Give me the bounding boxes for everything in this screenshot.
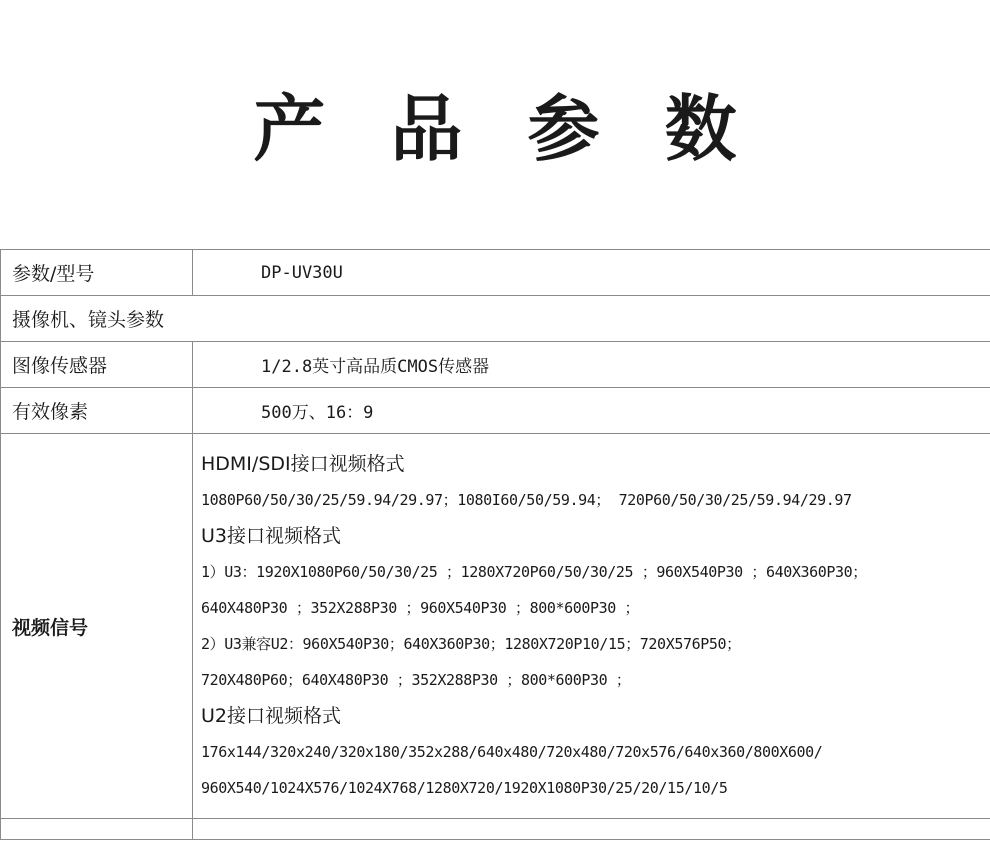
hdmi-sdi-heading: HDMI/SDI接口视频格式 bbox=[201, 453, 405, 475]
u3-formats-line-1: 1）U3：1920X1080P60/50/30/25 ；1280X720P60/50/30/25 ；960X540P30 ；640X360P30； bbox=[201, 563, 867, 581]
u2-formats-line-2: 960X540/1024X576/1024X768/1280X720/1920X1080P30/25/20/15/10/5 bbox=[201, 779, 728, 797]
video-formats bbox=[193, 434, 990, 819]
row-label: 参数/型号 bbox=[1, 250, 193, 296]
u3-heading: U3接口视频格式 bbox=[201, 525, 341, 547]
row-value: DP-UV30U bbox=[193, 250, 990, 296]
section-label: 摄像机、镜头参数 bbox=[1, 296, 990, 342]
row-value: 1/2.8英寸高品质CMOS传感器 bbox=[193, 342, 990, 388]
table-row bbox=[1, 342, 990, 388]
page-title: 产 品 参 数 bbox=[253, 87, 757, 171]
row-value-empty bbox=[193, 819, 990, 840]
u3-compat-formats-line-1: 2）U3兼容U2：960X540P30；640X360P30；1280X720P10/15；720X576P50； bbox=[201, 635, 741, 653]
row-label: 视频信号 bbox=[1, 434, 193, 819]
row-label: 有效像素 bbox=[1, 388, 193, 434]
u3-formats-line-2: 640X480P30 ；352X288P30 ；960X540P30 ；800*600P30 ； bbox=[201, 599, 640, 617]
table-row bbox=[1, 388, 990, 434]
table-row bbox=[1, 819, 990, 840]
table-row-video bbox=[1, 434, 990, 819]
row-label: 图像传感器 bbox=[1, 342, 193, 388]
spec-table bbox=[0, 249, 990, 840]
u3-compat-formats-line-2: 720X480P60；640X480P30 ；352X288P30 ；800*600P30 ； bbox=[201, 671, 631, 689]
table-row bbox=[1, 250, 990, 296]
section-row bbox=[1, 296, 990, 342]
u2-heading: U2接口视频格式 bbox=[201, 705, 341, 727]
row-label-empty bbox=[1, 819, 193, 840]
u2-formats-line-1: 176x144/320x240/320x180/352x288/640x480/720x480/720x576/640x360/800X600/ bbox=[201, 743, 823, 761]
hdmi-sdi-formats: 1080P60/50/30/25/59.94/29.97；1080I60/50/59.94； 720P60/50/30/25/59.94/29.97 bbox=[201, 491, 852, 509]
row-value: 500万、16：9 bbox=[193, 388, 990, 434]
